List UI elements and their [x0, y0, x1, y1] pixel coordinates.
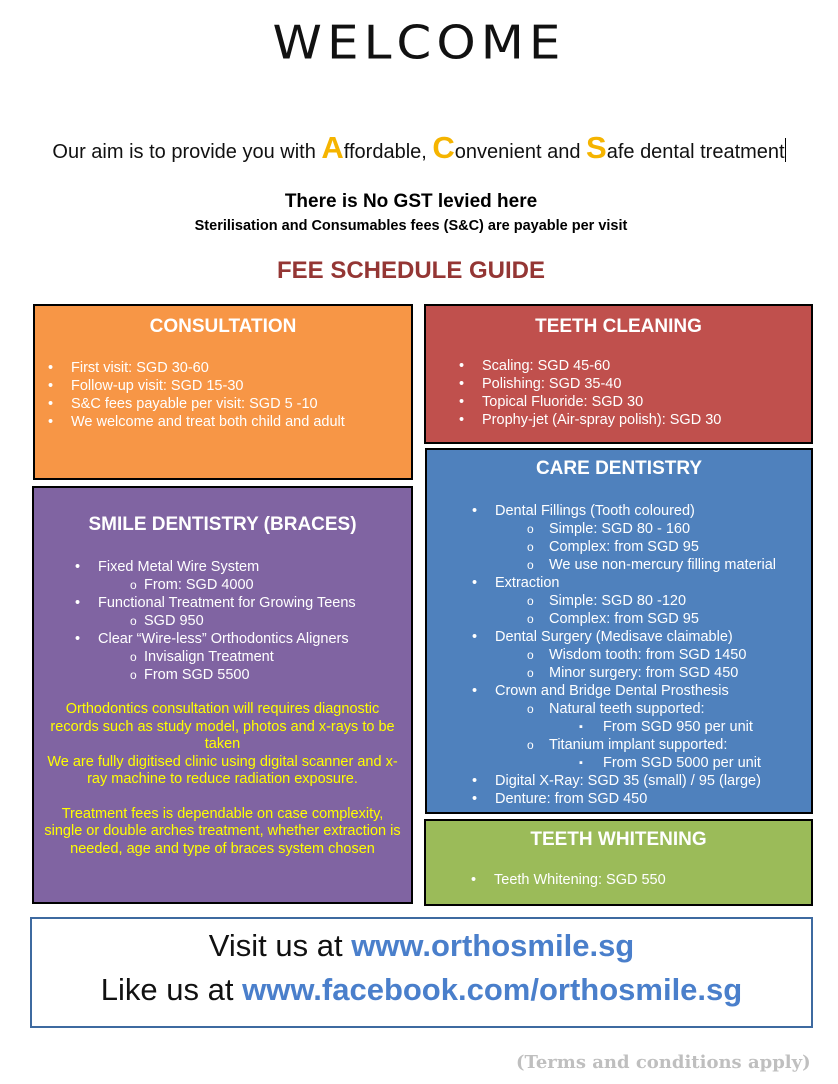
- smile-dentistry-box: [32, 486, 413, 904]
- teeth-cleaning-list: [426, 357, 811, 429]
- list-item: • Topical Fluoride: SGD 30: [446, 393, 811, 411]
- list-subitem: o Simple: SGD 80 - 160: [459, 520, 811, 538]
- contact-box: [30, 917, 813, 1028]
- like-line: [32, 968, 811, 1012]
- list-subitem: o Complex: from SGD 95: [459, 610, 811, 628]
- care-dentistry-box: [425, 448, 813, 814]
- list-item: • Functional Treatment for Growing Teens: [62, 594, 411, 612]
- list-subitem: o SGD 950: [62, 612, 411, 630]
- gst-note: There is No GST levied here: [284, 191, 538, 212]
- text-cursor: [785, 138, 786, 162]
- aim-a-rest: ffordable,: [343, 141, 433, 163]
- list-item: • Polishing: SGD 35-40: [446, 375, 811, 393]
- list-item: • First visit: SGD 30-60: [35, 359, 411, 377]
- list-subsubitem: ▪ From SGD 950 per unit: [459, 718, 811, 736]
- list-item: • Fixed Metal Wire System: [62, 558, 411, 576]
- care-dentistry-list: [427, 502, 811, 808]
- teeth-whitening-box: [424, 819, 813, 906]
- list-subitem: o Simple: SGD 80 -120: [459, 592, 811, 610]
- website-link[interactable]: www.orthosmile.sg: [351, 928, 635, 963]
- list-item: • Crown and Bridge Dental Prosthesis: [459, 682, 811, 700]
- treatment-fees-note: Treatment fees is dependable on case complexity, single or double arches treatment, whether extraction is needed, age and type of braces system chosen: [44, 805, 401, 857]
- aim-prefix: Our aim is to provide you with: [52, 141, 322, 163]
- list-item: • Denture: from SGD 450: [459, 790, 811, 808]
- list-item: • Dental Surgery (Medisave claimable): [459, 628, 811, 646]
- smile-dentistry-title: SMILE DENTISTRY (BRACES): [88, 514, 357, 535]
- consultation-list: [35, 359, 411, 431]
- diagnostic-records-note: Orthodontics consultation will requires diagnostic records such as study model, photos and x-rays to be taken: [50, 701, 395, 752]
- list-subitem: o Invisalign Treatment: [62, 648, 411, 666]
- teeth-cleaning-box: [424, 304, 813, 444]
- aim-statement: [0, 130, 838, 166]
- list-subsubitem: ▪ From SGD 5000 per unit: [459, 754, 811, 772]
- aim-s-letter: S: [586, 130, 607, 165]
- aim-s-rest: afe dental treatment: [606, 141, 785, 163]
- list-subitem: o Wisdom tooth: from SGD 1450: [459, 646, 811, 664]
- smile-dentistry-list: [34, 558, 411, 684]
- list-item: • Extraction: [459, 574, 811, 592]
- teeth-whitening-title: TEETH WHITENING: [530, 829, 707, 850]
- list-subitem: o Titanium implant supported:: [459, 736, 811, 754]
- list-subitem: o From: SGD 4000: [62, 576, 411, 594]
- list-item: • We welcome and treat both child and adult: [35, 413, 411, 431]
- consultation-title: CONSULTATION: [149, 316, 297, 337]
- list-subitem: o Natural teeth supported:: [459, 700, 811, 718]
- list-item: • Digital X-Ray: SGD 35 (small) / 95 (large): [459, 772, 811, 790]
- aim-c-letter: C: [432, 130, 455, 165]
- visit-line: [32, 924, 811, 968]
- visit-prefix: Visit us at: [208, 928, 352, 963]
- fee-schedule-title: FEE SCHEDULE GUIDE: [276, 257, 546, 284]
- like-prefix: Like us at: [100, 972, 243, 1007]
- welcome-heading: WELCOME: [272, 16, 566, 70]
- care-dentistry-title: CARE DENTISTRY: [535, 458, 703, 479]
- list-item: • Dental Fillings (Tooth coloured): [459, 502, 811, 520]
- teeth-whitening-list: [426, 871, 811, 889]
- list-item: • S&C fees payable per visit: SGD 5 -10: [35, 395, 411, 413]
- list-subitem: o Minor surgery: from SGD 450: [459, 664, 811, 682]
- aim-c-rest: onvenient and: [454, 141, 587, 163]
- list-item: • Follow-up visit: SGD 15-30: [35, 377, 411, 395]
- list-subitem: o Complex: from SGD 95: [459, 538, 811, 556]
- facebook-link[interactable]: www.facebook.com/orthosmile.sg: [242, 972, 743, 1007]
- list-item: • Clear “Wire-less” Orthodontics Aligners: [62, 630, 411, 648]
- list-item: • Prophy-jet (Air-spray polish): SGD 30: [446, 411, 811, 429]
- terms-note: (Terms and conditions apply): [516, 1052, 811, 1073]
- digital-clinic-note: We are fully digitised clinic using digital scanner and x-ray machine to reduce radiation exposure.: [47, 753, 398, 787]
- sc-fees-note: Sterilisation and Consumables fees (S&C) are payable per visit: [194, 218, 628, 234]
- teeth-cleaning-title: TEETH CLEANING: [535, 316, 702, 337]
- list-item: • Teeth Whitening: SGD 550: [458, 871, 811, 889]
- list-subitem: o We use non-mercury filling material: [459, 556, 811, 574]
- list-item: • Scaling: SGD 45-60: [446, 357, 811, 375]
- aim-a-letter: A: [321, 130, 344, 165]
- list-subitem: o From SGD 5500: [62, 666, 411, 684]
- consultation-box: [33, 304, 413, 480]
